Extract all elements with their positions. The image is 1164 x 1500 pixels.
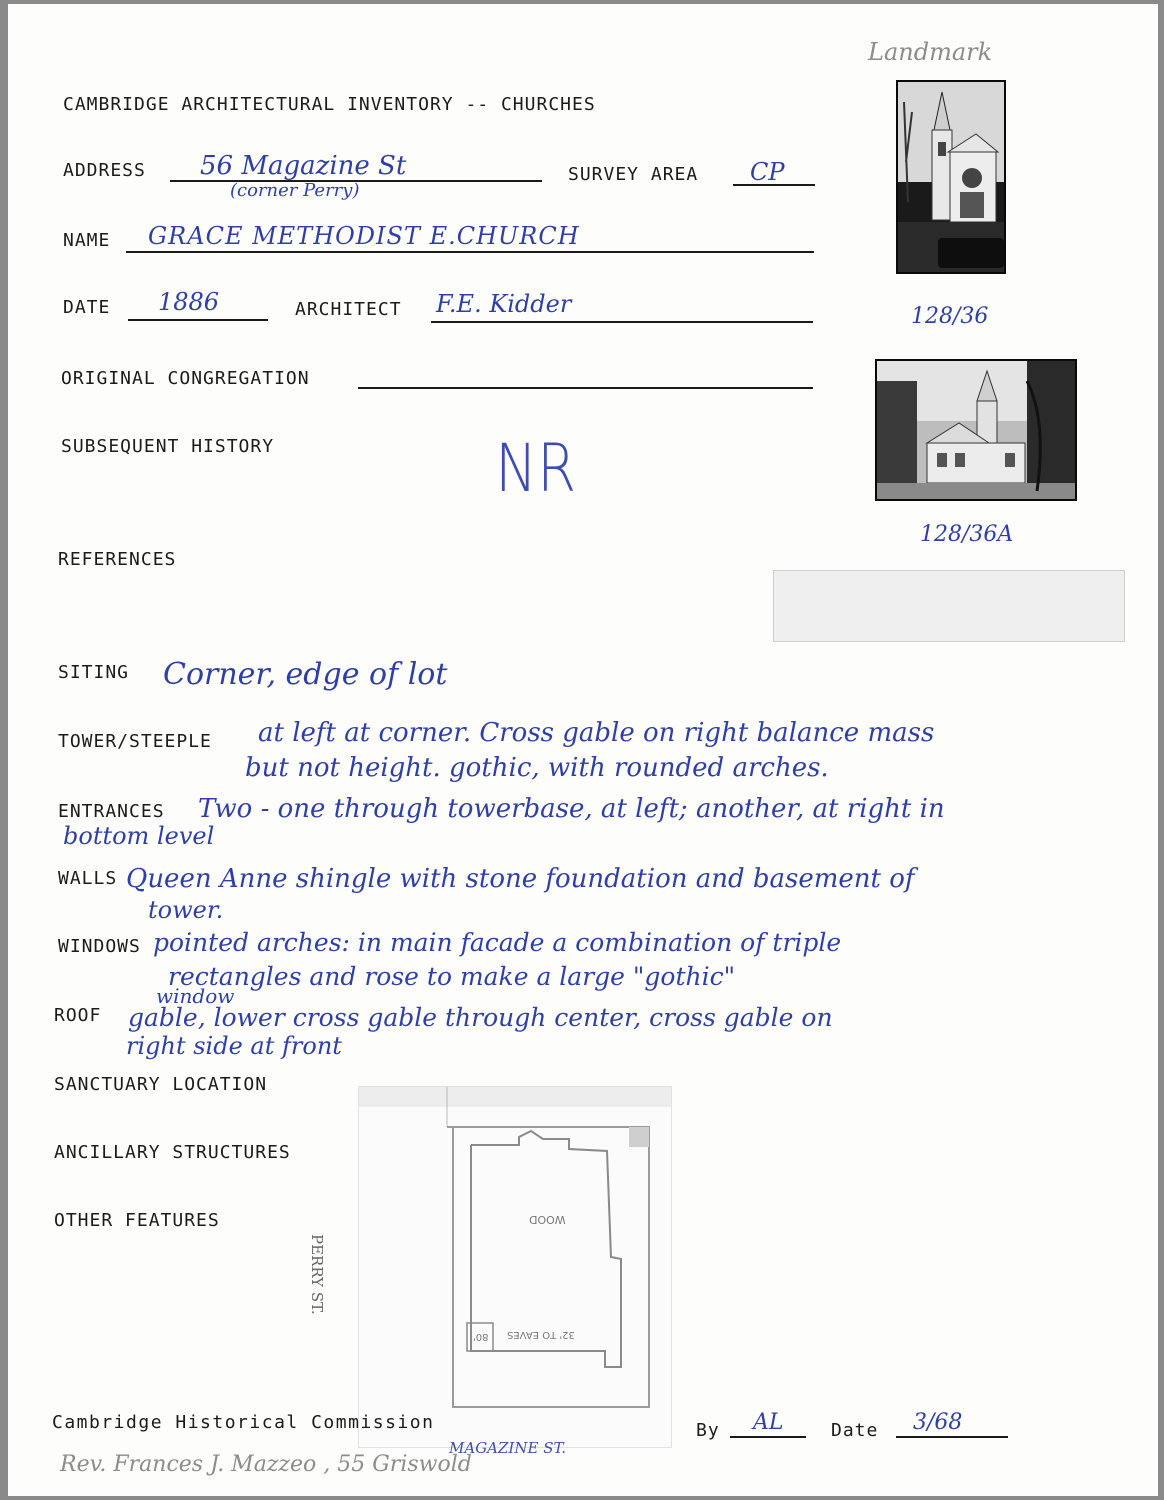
address-value: 56 Magazine St: [200, 151, 407, 181]
by-line: [730, 1436, 806, 1438]
sketch-label-box: 80': [473, 1331, 489, 1342]
address-note: (corner Perry): [230, 180, 360, 201]
name-line: [126, 251, 814, 253]
subsequent-history-label: SUBSEQUENT HISTORY: [61, 436, 275, 457]
date-footer-line: [896, 1436, 1008, 1438]
architect-line: [431, 321, 813, 323]
roof-line-2: right side at front: [126, 1032, 342, 1060]
name-label: NAME: [63, 230, 111, 251]
windows-line-2: rectangles and rose to make a large "gothic": [168, 962, 736, 991]
windows-label: WINDOWS: [58, 936, 141, 957]
survey-area-value: CP: [750, 158, 785, 186]
site-plan-sketch: [358, 1086, 672, 1457]
church-photo-street: [875, 359, 1077, 501]
roof-label: ROOF: [54, 1005, 102, 1026]
roof-line-1: gable, lower cross gable through center, cross gable on: [128, 1003, 833, 1032]
name-value: GRACE METHODIST E.CHURCH: [148, 222, 580, 250]
entrances-line-1: Two - one through towerbase, at left; another, at right in: [198, 794, 945, 824]
photo1-caption: 128/36: [911, 304, 989, 329]
walls-label: WALLS: [58, 868, 118, 889]
survey-area-label: SURVEY AREA: [568, 164, 699, 185]
sketch-street-magazine: MAGAZINE ST.: [449, 1439, 567, 1457]
landmark-note: Landmark: [868, 38, 993, 66]
pasted-card: [773, 570, 1125, 642]
by-label: By: [696, 1420, 720, 1441]
architect-label: ARCHITECT: [295, 299, 402, 320]
footer-commission: Cambridge Historical Commission: [52, 1412, 435, 1433]
siting-value: Corner, edge of lot: [163, 657, 448, 692]
footer-handwritten-note: Rev. Frances J. Mazzeo , 55 Griswold: [60, 1452, 472, 1477]
church-photo-front: [896, 80, 1006, 274]
sketch-street-perry: PERRY ST.: [308, 1234, 326, 1315]
date-label: DATE: [63, 297, 111, 318]
siting-label: SITING: [58, 662, 130, 683]
form-title: CAMBRIDGE ARCHITECTURAL INVENTORY -- CHURCHES: [63, 94, 596, 115]
date-footer-value: 3/68: [913, 1410, 963, 1435]
sketch-label-eaves: 32' TO EAVES: [507, 1329, 575, 1340]
ancillary-structures-label: ANCILLARY STRUCTURES: [54, 1142, 291, 1163]
tower-line-1: at left at corner. Cross gable on right balance mass: [258, 718, 935, 748]
inventory-form-sheet: [8, 4, 1158, 1496]
address-label: ADDRESS: [63, 160, 146, 181]
walls-line-2: tower.: [148, 896, 224, 924]
windows-line-1: pointed arches: in main facade a combination of triple: [153, 928, 842, 957]
other-features-label: OTHER FEATURES: [54, 1210, 220, 1231]
original-congregation-label: ORIGINAL CONGREGATION: [61, 368, 310, 389]
walls-line-1: Queen Anne shingle with stone foundation and basement of: [126, 864, 915, 894]
original-congregation-line: [358, 387, 813, 389]
entrances-label: ENTRANCES: [58, 801, 165, 822]
sketch-label-wood: WOOD: [529, 1213, 566, 1226]
subsequent-history-note: NR: [495, 430, 577, 507]
windows-line-3: window: [156, 984, 235, 1008]
photo2-caption: 128/36A: [920, 522, 1014, 547]
survey-area-line: [733, 184, 815, 186]
entrances-line-2: bottom level: [63, 822, 215, 850]
date-value: 1886: [158, 288, 220, 316]
sanctuary-location-label: SANCTUARY LOCATION: [54, 1074, 268, 1095]
date-line: [128, 319, 268, 321]
tower-label: TOWER/STEEPLE: [58, 731, 212, 752]
by-value: AL: [753, 1410, 784, 1435]
date-footer-label: Date: [831, 1420, 879, 1441]
tower-line-2: but not height. gothic, with rounded arches.: [245, 753, 829, 783]
architect-value: F.E. Kidder: [436, 290, 572, 318]
references-label: REFERENCES: [58, 549, 177, 570]
